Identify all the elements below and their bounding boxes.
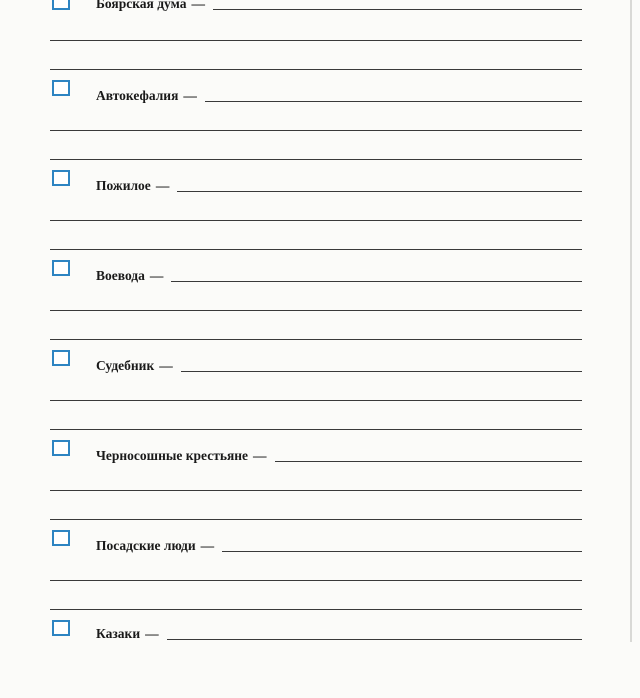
answer-line[interactable]: [171, 269, 582, 282]
answer-line[interactable]: [50, 609, 582, 610]
answer-line[interactable]: [50, 400, 582, 401]
term-row: [96, 444, 582, 464]
term-label: Автокефалия: [96, 88, 179, 103]
answer-line[interactable]: [177, 179, 582, 192]
checkbox[interactable]: [52, 80, 70, 96]
answer-line[interactable]: [50, 69, 582, 70]
term-dash: —: [145, 626, 159, 641]
term-row: [96, 534, 582, 554]
term-label: Судебник: [96, 358, 155, 373]
term-entry-boyar-duma: [0, 0, 640, 72]
term-dash: —: [200, 538, 215, 553]
term-dash: —: [149, 268, 164, 283]
answer-line[interactable]: [213, 0, 582, 10]
term-entry-posadskie: [0, 528, 640, 608]
term-row: [96, 174, 582, 194]
checkbox[interactable]: [52, 0, 70, 10]
term-dash: —: [155, 178, 170, 193]
term-dash: —: [253, 448, 267, 463]
answer-line[interactable]: [50, 220, 582, 221]
term-label: Казаки: [96, 626, 141, 641]
term-dash: —: [183, 88, 197, 103]
term-dash: —: [159, 358, 173, 373]
answer-line[interactable]: [205, 89, 582, 102]
answer-line[interactable]: [50, 519, 582, 520]
term-entry-chernososhnye: [0, 438, 640, 518]
term-row: [96, 84, 582, 104]
answer-line[interactable]: [50, 249, 582, 250]
term-entry-pozhiloe: [0, 170, 640, 250]
term-row: [96, 622, 582, 642]
checkbox[interactable]: [52, 260, 70, 276]
answer-line[interactable]: [50, 339, 582, 340]
answer-line[interactable]: [275, 449, 582, 462]
term-entry-kazaki: [0, 618, 640, 698]
answer-line[interactable]: [181, 359, 582, 372]
answer-line[interactable]: [167, 627, 582, 640]
checkbox[interactable]: [52, 170, 70, 186]
term-row: [96, 354, 582, 374]
checkbox[interactable]: [52, 440, 70, 456]
term-label: Черносошные крестьяне: [96, 448, 249, 463]
answer-line[interactable]: [50, 310, 582, 311]
answer-line[interactable]: [50, 580, 582, 581]
checkbox[interactable]: [52, 620, 70, 636]
term-label: Боярская дума: [96, 0, 187, 11]
term-label: Посадские люди: [96, 538, 196, 553]
term-entry-sudebnik: [0, 348, 640, 428]
term-entry-voevoda: [0, 260, 640, 340]
answer-line[interactable]: [50, 429, 582, 430]
term-entry-autocephaly: [0, 80, 640, 160]
answer-line[interactable]: [50, 130, 582, 131]
answer-line[interactable]: [50, 159, 582, 160]
term-row: [96, 0, 582, 12]
term-dash: —: [191, 0, 205, 11]
answer-line[interactable]: [222, 539, 582, 552]
answer-line[interactable]: [50, 40, 582, 41]
checkbox[interactable]: [52, 530, 70, 546]
term-label: Пожилое: [96, 178, 151, 193]
term-row: [96, 264, 582, 284]
checkbox[interactable]: [52, 350, 70, 366]
term-label: Воевода: [96, 268, 145, 283]
answer-line[interactable]: [50, 490, 582, 491]
